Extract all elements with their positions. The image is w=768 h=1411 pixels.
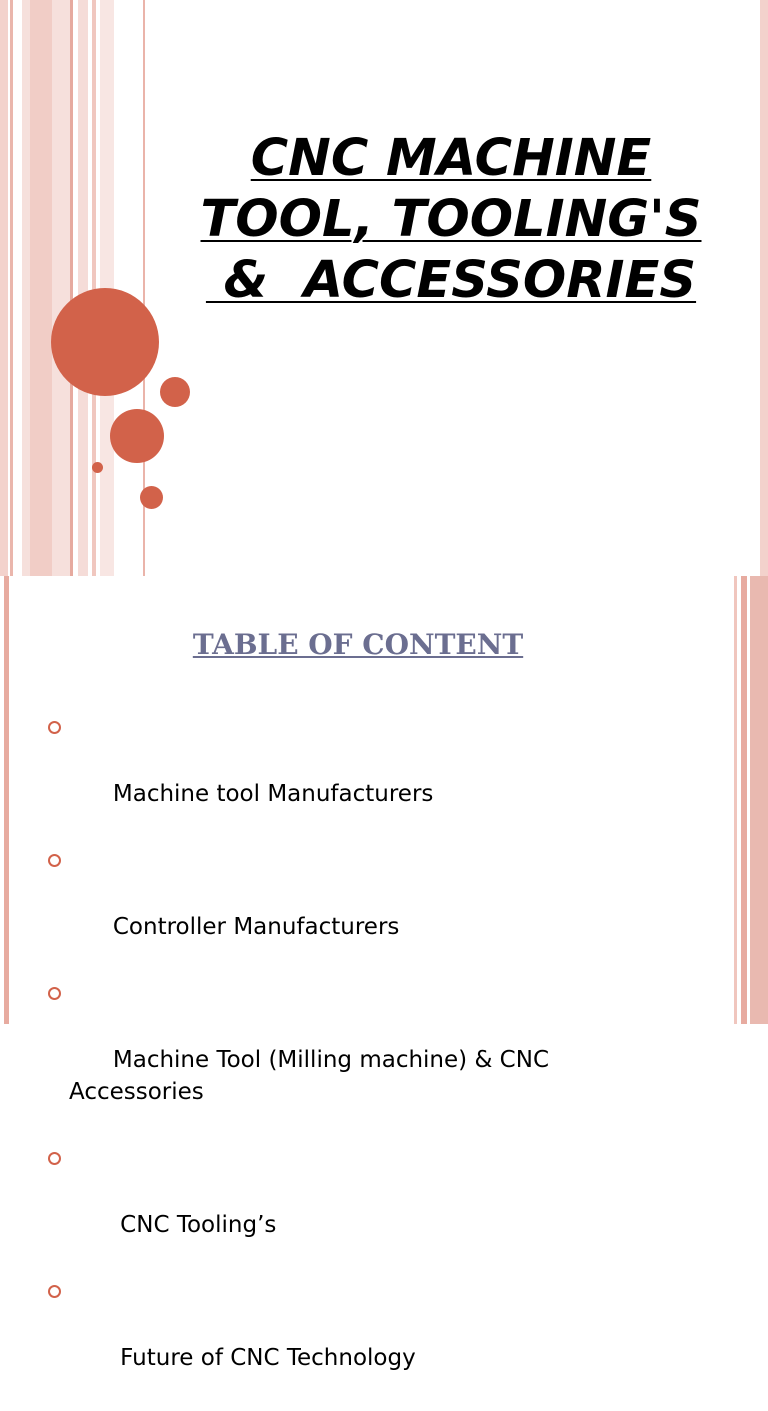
list-item: [46, 1278, 686, 1406]
decor-stripe: [78, 0, 88, 576]
decor-stripe: [10, 0, 13, 576]
decor-stripe: [30, 0, 52, 576]
hollow-circle-bullet-icon: [48, 1285, 61, 1298]
medium-circle-decoration: [110, 409, 164, 463]
decor-stripe: [734, 576, 737, 1024]
slide-title: [190, 128, 712, 311]
list-item-text: Machine Tool (Milling machine) & CNC Accessories: [69, 1047, 557, 1105]
hollow-circle-bullet-icon: [48, 1152, 61, 1165]
list-item: [46, 1145, 686, 1273]
small-circle-decoration: [160, 377, 190, 407]
toc-heading: TABLE OF CONTENT: [192, 628, 524, 661]
hollow-circle-bullet-icon: [48, 721, 61, 734]
decor-stripe: [0, 0, 8, 576]
list-item-text: Machine tool Manufacturers: [112, 781, 434, 807]
hollow-circle-bullet-icon: [48, 987, 61, 1000]
toc-slide: [0, 576, 768, 1371]
list-item: [46, 714, 686, 842]
title-line-3: & ACCESSORIES: [205, 251, 697, 310]
list-item-text: CNC Tooling’s: [112, 1212, 277, 1238]
title-line-1: CNC MACHINE: [250, 129, 652, 188]
title-line-2: TOOL, TOOLING'S: [200, 190, 702, 249]
decor-stripe: [750, 576, 768, 1024]
toc-list: [46, 714, 686, 1411]
small-circle-decoration: [140, 486, 163, 509]
list-item: [46, 847, 686, 975]
decor-stripe: [741, 576, 747, 1024]
decor-stripe: [760, 0, 768, 576]
tiny-circle-decoration: [92, 462, 103, 473]
list-item-text: Future of CNC Technology: [112, 1345, 416, 1371]
decor-stripe: [70, 0, 73, 576]
list-item: [46, 980, 569, 1140]
list-item-text: Controller Manufacturers: [112, 914, 400, 940]
large-circle-decoration: [51, 288, 159, 396]
hollow-circle-bullet-icon: [48, 854, 61, 867]
title-slide: [0, 0, 768, 576]
